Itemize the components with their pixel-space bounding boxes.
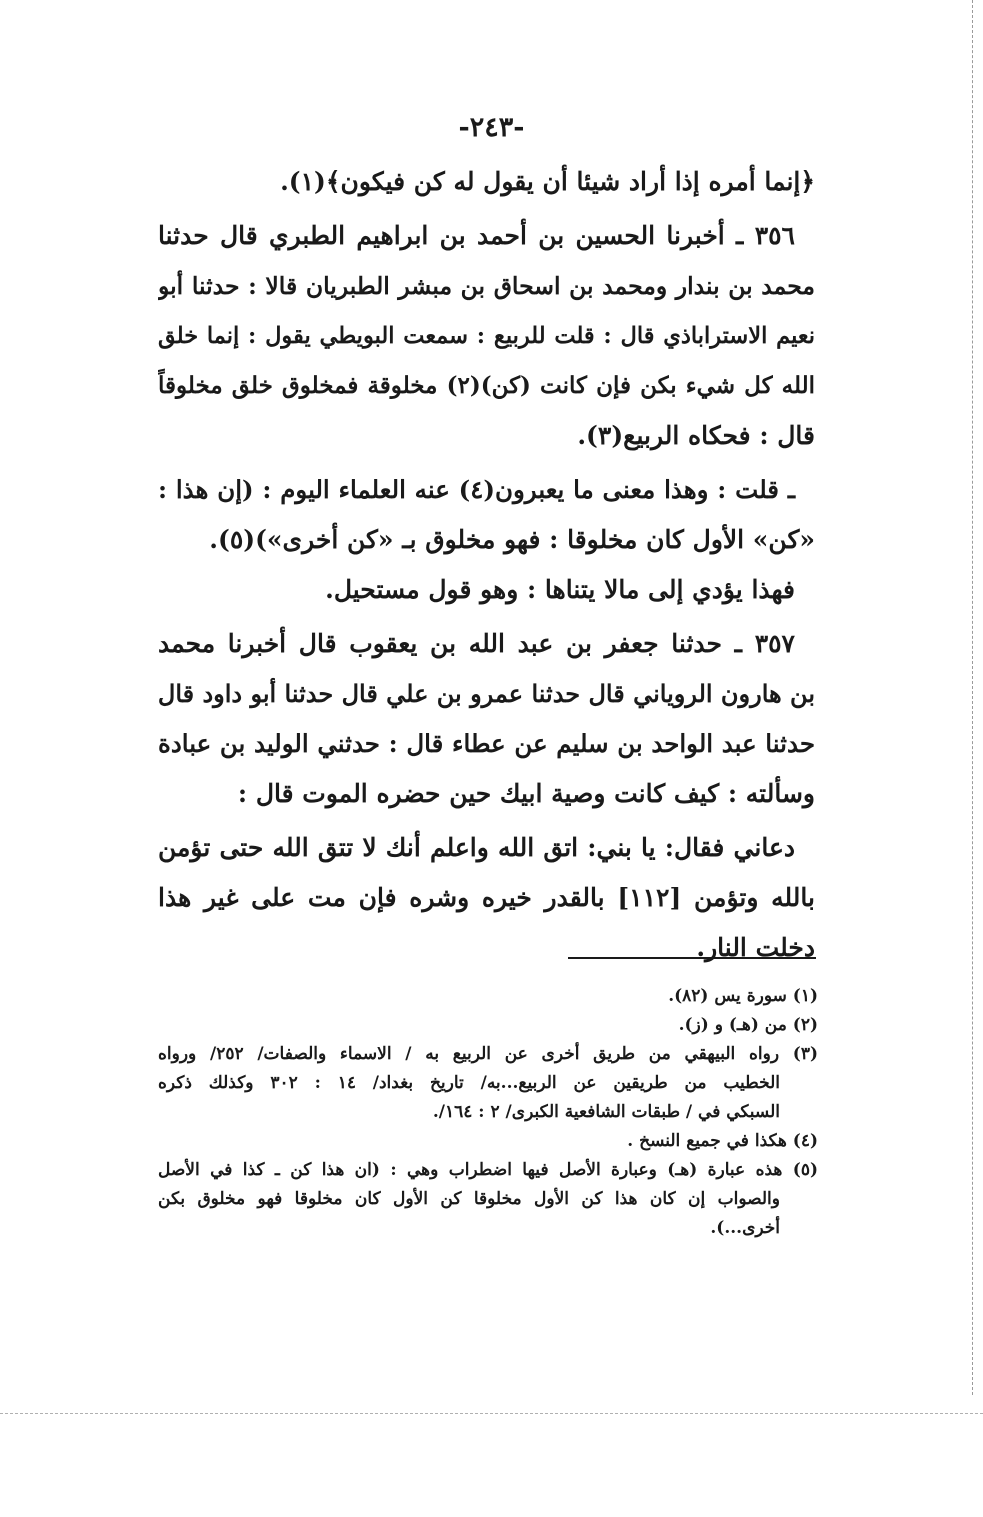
text-line: الله كل شيء بكن فإن كانت (كن)(٢) مخلوقة فمخلوق خلق مخلوقاً <box>158 372 815 399</box>
text-line: وسألته : كيف كانت وصية ابيك حين حضره الموت قال : <box>237 779 815 808</box>
footnote-line: (٢) من (هـ) و (ز). <box>678 1015 818 1035</box>
text-line: فهذا يؤدي إلى مالا يتناها : وهو قول مستحيل. <box>325 575 795 604</box>
text-line: ﴿إنما أمره إذا أراد شيئا أن يقول له كن فيكون﴾(١). <box>280 167 815 196</box>
text-line: بن هارون الروياني قال حدثنا عمرو بن علي قال حدثنا أبو داود قال <box>158 679 815 708</box>
footnote-line: السبكي في / طبقات الشافعية الكبرى/ ٢ : ١٦٤/. <box>432 1102 780 1122</box>
text-line: بالله وتؤمن [١١٢] بالقدر خيره وشره فإن مت على غير هذا <box>158 883 815 912</box>
text-line: دعاني فقال: يا بني: اتق الله واعلم أنك لا تتق الله حتى تؤمن <box>158 833 795 862</box>
footnote-line: (١) سورة يس (٨٢). <box>668 986 818 1006</box>
page-number: -٢٤٣- <box>458 112 525 143</box>
footnote-separator <box>568 957 816 959</box>
text-line: نعيم الاستراباذي قال : قلت للربيع : سمعت البويطي يقول : إنما خلق <box>158 323 815 349</box>
scan-bottom-rule <box>0 1413 983 1414</box>
footnote-line: (٤) هكذا في جميع النسخ . <box>627 1131 818 1151</box>
text-line: ـ قلت : وهذا معنى ما يعبرون(٤) عنه العلماء اليوم : (إن هذا : <box>158 475 795 504</box>
scan-edge-rule <box>972 0 973 1395</box>
text-line: ٣٥٧ ـ حدثنا جعفر بن عبد الله بن يعقوب قال أخبرنا محمد <box>158 629 795 658</box>
text-line: ٣٥٦ ـ أخبرنا الحسين بن أحمد بن ابراهيم الطبري قال حدثنا <box>158 221 795 250</box>
text-line: حدثنا عبد الواحد بن سليم عن عطاء قال : حدثني الوليد بن عبادة <box>158 729 815 758</box>
text-line: قال : فحكاه الربيع(٣). <box>577 421 815 450</box>
main-text <box>158 157 815 973</box>
footnote-line: والصواب إن كان هذا كن الأول مخلوقا كن الأول كان مخلوقا فهو مخلوق بكن <box>158 1189 780 1209</box>
footnotes <box>158 982 818 1243</box>
text-line: «كن» الأول كان مخلوقا : فهو مخلوق بـ «كن أخرى»)(٥). <box>209 525 815 554</box>
footnote-line: (٣) رواه البيهقي من طريق أخرى عن الربيع به / الاسماء والصفات/ ٢٥٢/ ورواه <box>158 1044 818 1064</box>
text-line: دخلت النار. <box>696 933 815 962</box>
footnote-line: (٥) هذه عبارة (هـ) وعبارة الأصل فيها اضطراب وهي : (ان هذا كن ـ كذا في الأصل <box>158 1160 818 1180</box>
footnote-line: الخطيب من طريقين عن الربيع...به/ تاريخ بغداد/ ١٤ : ٣٠٢ وكذلك ذكره <box>158 1073 780 1093</box>
footnote-line: أخرى...). <box>710 1218 780 1238</box>
text-line: محمد بن بندار ومحمد بن اسحاق بن مبشر الطبريان قالا : حدثنا أبو <box>158 272 815 300</box>
